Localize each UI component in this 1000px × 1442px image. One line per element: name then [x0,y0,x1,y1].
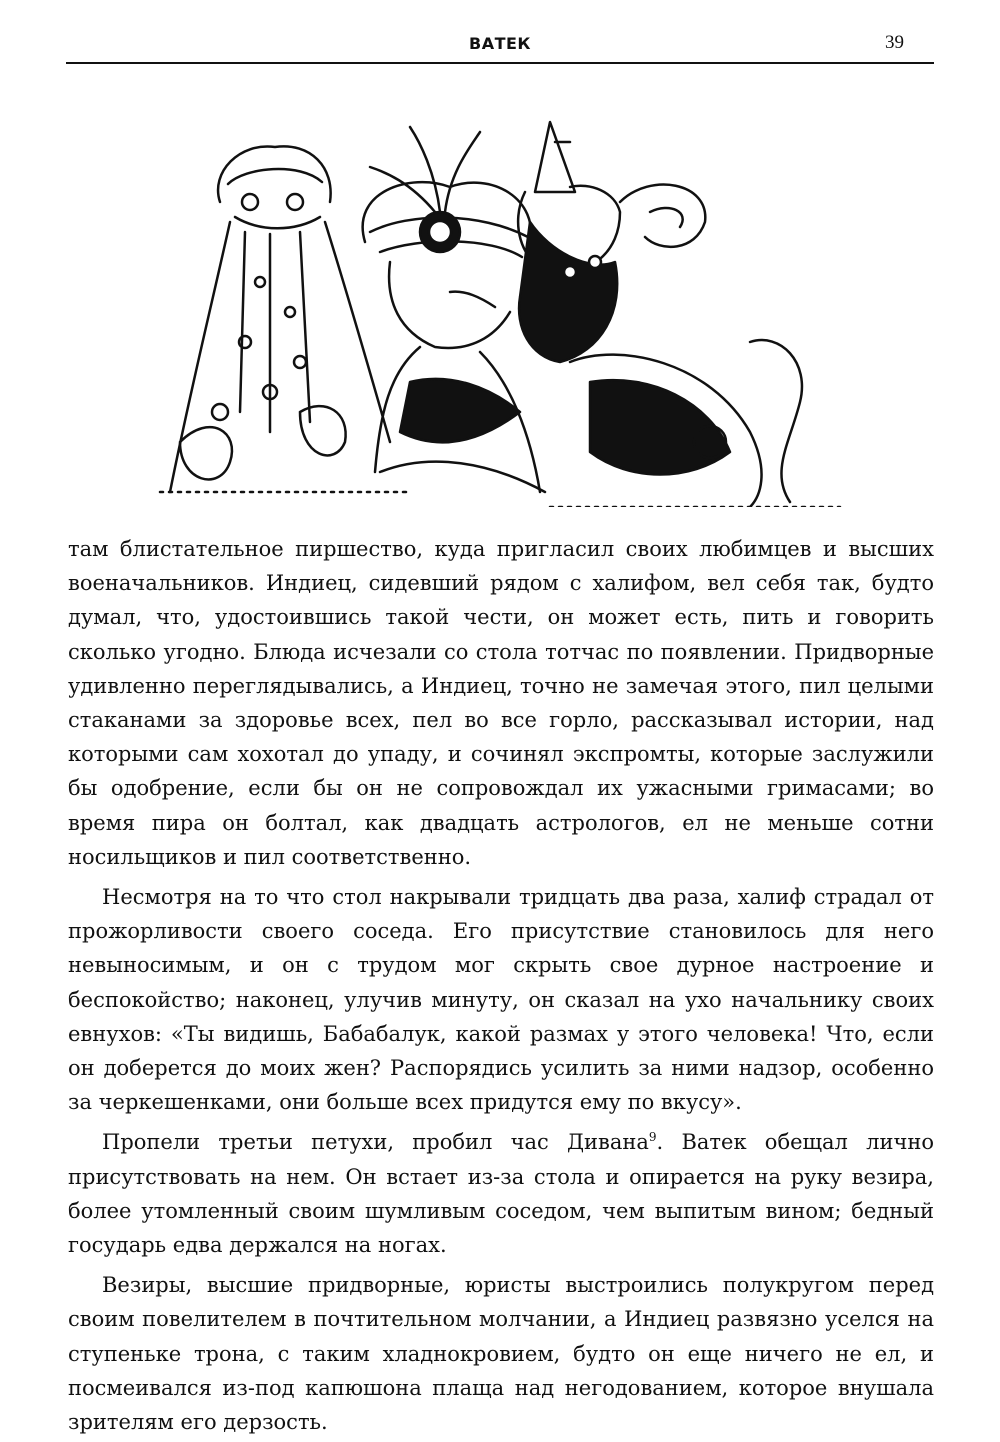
paragraph: там блистательное пиршество, куда пригласил своих любимцев и высших военачальников. Индиец, сидевший рядом с халифом, вел себя так, будто думал, что, удостоившись такой чести, он может есть, пить и говорить сколько угодно. Блюда исчезали со стола тотчас по появлении. Придворные удивленно переглядывались, а Индиец, точно не замечая этого, пил целыми стаканами за здоровье всех, пел во все горло, рассказывал истории, над которыми сам хохотал до упаду, и сочинял экспромты, которые заслужили бы одобрение, если бы он не сопровождал их ужасными гримасами; во время пира он болтал, как двадцать астрологов, ел не меньше сотни носильщиков и пил соответственно. [68,537,934,869]
illustration-caliph-feast [150,112,850,507]
footnote-marker[interactable]: 9 [648,1130,657,1145]
paragraph-text: . Ватек обещал лично присутствовать на нем. Он встает из-за стола и опирается на руку везира, более утомленный своим шумливым соседом, чем выпитым вином; бедный государь едва держался на ногах. [68,1130,934,1258]
body-text [68,532,934,1439]
page-number: 39 [885,32,904,53]
veiled-woman-figure [160,146,410,492]
paragraph-text: Несмотря на то что стол накрывали тридцать два раза, халиф страдал от прожорливости своего соседа. Его присутствие становилось для него невыносимым, и он с трудом мог скрыть свое дурное настроение и беспокойство; наконец, улучив минуту, он сказал на ухо начальнику своих евнухов: «Ты видишь, Бабабалук, какой размах у этого человека! Что, если он доберется до моих жен? Распорядись усилить за ними надзор, особенно за черкешенками, они больше всех придутся ему по вкусу». [68,885,934,1115]
paragraph-text: Пропели третьи петухи, пробил час Дивана [102,1130,649,1155]
paragraph [68,1125,934,1262]
paragraph-text: Везиры, высшие придворные, юристы выстроились полукругом перед своим повелителем в почтительном молчании, а Индиец развязно уселся на ступеньке трона, с таким хладнокровием, будто он еще ничего не ел, и посмеивался из-под капюшона плаща над негодованием, которое внушала зрителям его дерзость. [68,1273,934,1435]
indian-figure [518,122,840,507]
paragraph [68,880,934,1119]
page-header [66,28,934,64]
running-title: ВАТЕК [469,34,531,53]
caliph-figure [363,127,545,492]
paragraph [68,1268,934,1439]
